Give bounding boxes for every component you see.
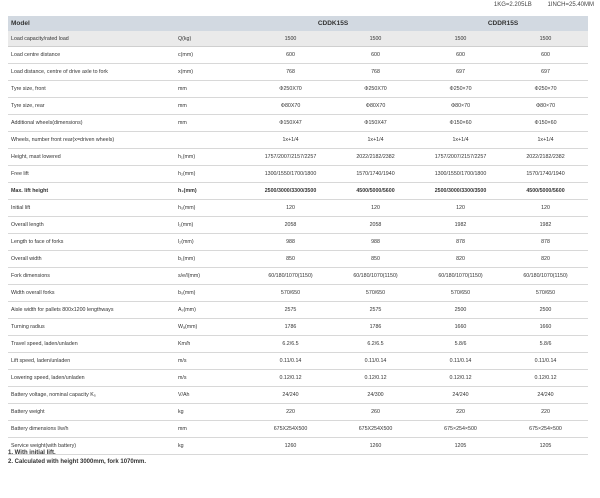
value-cell: 2022/2182/2382 xyxy=(333,149,418,166)
param-unit: m/s xyxy=(178,370,248,387)
value-cell: 1300/1550/1700/1800 xyxy=(248,166,333,183)
param-unit: Aₛ(mm) xyxy=(178,302,248,319)
value-cell: 1x+1/4 xyxy=(333,132,418,149)
value-cell: 2058 xyxy=(333,217,418,234)
table-row xyxy=(8,302,588,319)
value-cell: 120 xyxy=(248,200,333,217)
value-cell: Φ150×60 xyxy=(418,115,503,132)
value-cell: 570/650 xyxy=(333,285,418,302)
value-cell: 1205 xyxy=(418,438,503,455)
value-cell: 820 xyxy=(503,251,588,268)
value-cell: 4500/5000/5600 xyxy=(503,183,588,200)
value-cell: 1786 xyxy=(248,319,333,336)
param-unit: s/e/l(mm) xyxy=(178,268,248,285)
table-row xyxy=(8,234,588,251)
table-row xyxy=(8,166,588,183)
value-cell: Φ80X70 xyxy=(248,98,333,115)
param-name: Tyre size, front xyxy=(8,81,178,98)
value-cell: 220 xyxy=(503,404,588,421)
value-cell: 24/240 xyxy=(248,387,333,404)
table-row xyxy=(8,183,588,200)
param-unit: kg xyxy=(178,438,248,455)
value-cell: 24/240 xyxy=(418,387,503,404)
value-cell: 1x+1/4 xyxy=(503,132,588,149)
value-cell: 5.8/6 xyxy=(418,336,503,353)
value-cell: 1x+1/4 xyxy=(248,132,333,149)
value-cell: 0.12/0.12 xyxy=(503,370,588,387)
param-unit: mm xyxy=(178,421,248,438)
value-cell: 220 xyxy=(248,404,333,421)
value-cell: 1570/1740/1940 xyxy=(333,166,418,183)
param-unit: mm xyxy=(178,81,248,98)
table-row xyxy=(8,47,588,64)
param-unit: x(mm) xyxy=(178,64,248,81)
value-cell: 675×254×500 xyxy=(418,421,503,438)
table-row xyxy=(8,336,588,353)
param-unit xyxy=(178,132,248,149)
value-cell: 1260 xyxy=(333,438,418,455)
footnote-1: 1. With initial lift. xyxy=(8,450,56,456)
length-conversion: 1INCH=25.40MM xyxy=(547,2,594,8)
value-cell: 24/300 xyxy=(333,387,418,404)
value-cell: 988 xyxy=(248,234,333,251)
table-row xyxy=(8,353,588,370)
value-cell: 1757/2007/2157/2257 xyxy=(248,149,333,166)
value-cell: 120 xyxy=(333,200,418,217)
value-cell: 1757/2007/2157/2257 xyxy=(418,149,503,166)
value-cell: 600 xyxy=(333,47,418,64)
param-name: Height, mast lowered xyxy=(8,149,178,166)
param-unit: m/s xyxy=(178,353,248,370)
value-cell: Φ250X70 xyxy=(248,81,333,98)
value-cell: 2575 xyxy=(333,302,418,319)
footnote-2: 2. Calculated with height 3000mm, fork 1070mm. xyxy=(8,459,147,465)
value-cell: 1786 xyxy=(333,319,418,336)
param-unit: b₅(mm) xyxy=(178,285,248,302)
value-cell: Φ250×70 xyxy=(503,81,588,98)
param-name: Width overall forks xyxy=(8,285,178,302)
model-label: Model xyxy=(8,16,178,31)
value-cell: Φ150X47 xyxy=(333,115,418,132)
param-name: Battery dimensions l/w/h xyxy=(8,421,178,438)
param-name: Load centre distance xyxy=(8,47,178,64)
value-cell: Φ250X70 xyxy=(333,81,418,98)
weight-conversion: 1KG=2.205LB xyxy=(493,2,532,8)
value-cell: 570/650 xyxy=(418,285,503,302)
value-cell: 2022/2182/2382 xyxy=(503,149,588,166)
param-name: Service weight(with battery) xyxy=(8,438,178,455)
table-row xyxy=(8,370,588,387)
param-name: Tyre size, rear xyxy=(8,98,178,115)
value-cell: 1500 xyxy=(248,31,333,47)
value-cell: 260 xyxy=(333,404,418,421)
param-name: Length to face of forks xyxy=(8,234,178,251)
footnotes xyxy=(8,449,146,467)
param-unit: h₁(mm) xyxy=(178,149,248,166)
param-unit: mm xyxy=(178,98,248,115)
value-cell: 1500 xyxy=(418,31,503,47)
value-cell: 0.11/0.14 xyxy=(503,353,588,370)
param-unit: h₅(mm) xyxy=(178,200,248,217)
value-cell: Φ80×70 xyxy=(418,98,503,115)
param-name: Wheels, number front rear(x=driven wheels) xyxy=(8,132,178,149)
value-cell: 600 xyxy=(248,47,333,64)
param-name: Lowering speed, laden/unladen xyxy=(8,370,178,387)
value-cell: 60/180/1070(1150) xyxy=(333,268,418,285)
value-cell: Φ250×70 xyxy=(418,81,503,98)
value-cell: 1x+1/4 xyxy=(418,132,503,149)
value-cell: 675X254X500 xyxy=(248,421,333,438)
param-name: Load capacity/rated load xyxy=(8,31,178,47)
value-cell: 850 xyxy=(248,251,333,268)
param-unit: Km/h xyxy=(178,336,248,353)
value-cell: Φ80×70 xyxy=(503,98,588,115)
value-cell: 0.11/0.14 xyxy=(248,353,333,370)
value-cell: Φ150X47 xyxy=(248,115,333,132)
table-row xyxy=(8,115,588,132)
param-unit: h₃(mm) xyxy=(178,183,248,200)
value-cell: 60/180/1070(1150) xyxy=(248,268,333,285)
header-spacer xyxy=(178,16,248,31)
value-cell: 2500/3000/3300/3500 xyxy=(248,183,333,200)
value-cell: 0.11/0.14 xyxy=(333,353,418,370)
value-cell: 6.2/6.5 xyxy=(333,336,418,353)
value-cell: 1660 xyxy=(503,319,588,336)
value-cell: 1570/1740/1940 xyxy=(503,166,588,183)
value-cell: 0.12/0.12 xyxy=(418,370,503,387)
value-cell: 1260 xyxy=(248,438,333,455)
value-cell: 4500/5000/5600 xyxy=(333,183,418,200)
value-cell: 878 xyxy=(418,234,503,251)
param-name: Battery voltage, nominal capacity K₅ xyxy=(8,387,178,404)
value-cell: 1982 xyxy=(418,217,503,234)
value-cell: 600 xyxy=(418,47,503,64)
value-cell: Φ150×60 xyxy=(503,115,588,132)
value-cell: 1205 xyxy=(503,438,588,455)
value-cell: 570/650 xyxy=(248,285,333,302)
value-cell: 120 xyxy=(503,200,588,217)
table-row xyxy=(8,64,588,81)
param-name: Overall width xyxy=(8,251,178,268)
param-name: Initial lift xyxy=(8,200,178,217)
value-cell: 2500 xyxy=(503,302,588,319)
table-row xyxy=(8,285,588,302)
value-cell: 0.11/0.14 xyxy=(418,353,503,370)
value-cell: 675×254×500 xyxy=(503,421,588,438)
model-a-header: CDDK15S xyxy=(248,16,418,31)
param-unit: kg xyxy=(178,404,248,421)
table-row xyxy=(8,217,588,234)
param-unit: b₁(mm) xyxy=(178,251,248,268)
param-name: Fork dimensions xyxy=(8,268,178,285)
value-cell: 24/240 xyxy=(503,387,588,404)
param-name: Battery weight xyxy=(8,404,178,421)
value-cell: 0.12/0.12 xyxy=(248,370,333,387)
param-name: Free lift xyxy=(8,166,178,183)
value-cell: 2500 xyxy=(418,302,503,319)
value-cell: 570/650 xyxy=(503,285,588,302)
table-row xyxy=(8,31,588,47)
value-cell: 2575 xyxy=(248,302,333,319)
param-unit: Wₐ(mm) xyxy=(178,319,248,336)
value-cell: 988 xyxy=(333,234,418,251)
value-cell: Φ80X70 xyxy=(333,98,418,115)
spec-table-body xyxy=(8,31,588,455)
value-cell: 2500/3000/3300/3500 xyxy=(418,183,503,200)
param-name: Aisle width for pallets 800x1200 lengthways xyxy=(8,302,178,319)
value-cell: 220 xyxy=(418,404,503,421)
value-cell: 600 xyxy=(503,47,588,64)
value-cell: 1660 xyxy=(418,319,503,336)
param-unit: Q(kg) xyxy=(178,31,248,47)
param-unit: h₂(mm) xyxy=(178,166,248,183)
value-cell: 768 xyxy=(248,64,333,81)
value-cell: 697 xyxy=(418,64,503,81)
param-unit: l₁(mm) xyxy=(178,217,248,234)
value-cell: 768 xyxy=(333,64,418,81)
table-row xyxy=(8,149,588,166)
param-unit: l₂(mm) xyxy=(178,234,248,251)
spec-table xyxy=(8,16,588,455)
value-cell: 878 xyxy=(503,234,588,251)
value-cell: 1300/1550/1700/1800 xyxy=(418,166,503,183)
table-row xyxy=(8,319,588,336)
value-cell: 120 xyxy=(418,200,503,217)
table-row xyxy=(8,98,588,115)
table-row xyxy=(8,251,588,268)
value-cell: 60/180/1070(1150) xyxy=(503,268,588,285)
table-row xyxy=(8,81,588,98)
value-cell: 60/180/1070(1150) xyxy=(418,268,503,285)
value-cell: 1982 xyxy=(503,217,588,234)
unit-conversion-note xyxy=(480,2,594,8)
value-cell: 5.8/6 xyxy=(503,336,588,353)
table-row xyxy=(8,268,588,285)
value-cell: 1500 xyxy=(503,31,588,47)
value-cell: 697 xyxy=(503,64,588,81)
param-name: Travel speed, laden/unladen xyxy=(8,336,178,353)
param-name: Additional wheels(dimensions) xyxy=(8,115,178,132)
param-name: Turning radius xyxy=(8,319,178,336)
table-row xyxy=(8,132,588,149)
param-name: Lift speed, laden/unladen xyxy=(8,353,178,370)
table-header-row xyxy=(8,16,588,31)
value-cell: 2058 xyxy=(248,217,333,234)
value-cell: 6.2/6.5 xyxy=(248,336,333,353)
value-cell: 0.12/0.12 xyxy=(333,370,418,387)
value-cell: 850 xyxy=(333,251,418,268)
param-unit: c(mm) xyxy=(178,47,248,64)
table-row xyxy=(8,387,588,404)
param-unit: V/Ah xyxy=(178,387,248,404)
param-unit: mm xyxy=(178,115,248,132)
value-cell: 675X254X500 xyxy=(333,421,418,438)
param-name: Load distance, centre of drive axle to fork xyxy=(8,64,178,81)
table-row xyxy=(8,421,588,438)
value-cell: 820 xyxy=(418,251,503,268)
value-cell: 1500 xyxy=(333,31,418,47)
param-name: Max. lift height xyxy=(8,183,178,200)
param-name: Overall length xyxy=(8,217,178,234)
table-row xyxy=(8,404,588,421)
table-row xyxy=(8,200,588,217)
model-b-header: CDDR15S xyxy=(418,16,588,31)
